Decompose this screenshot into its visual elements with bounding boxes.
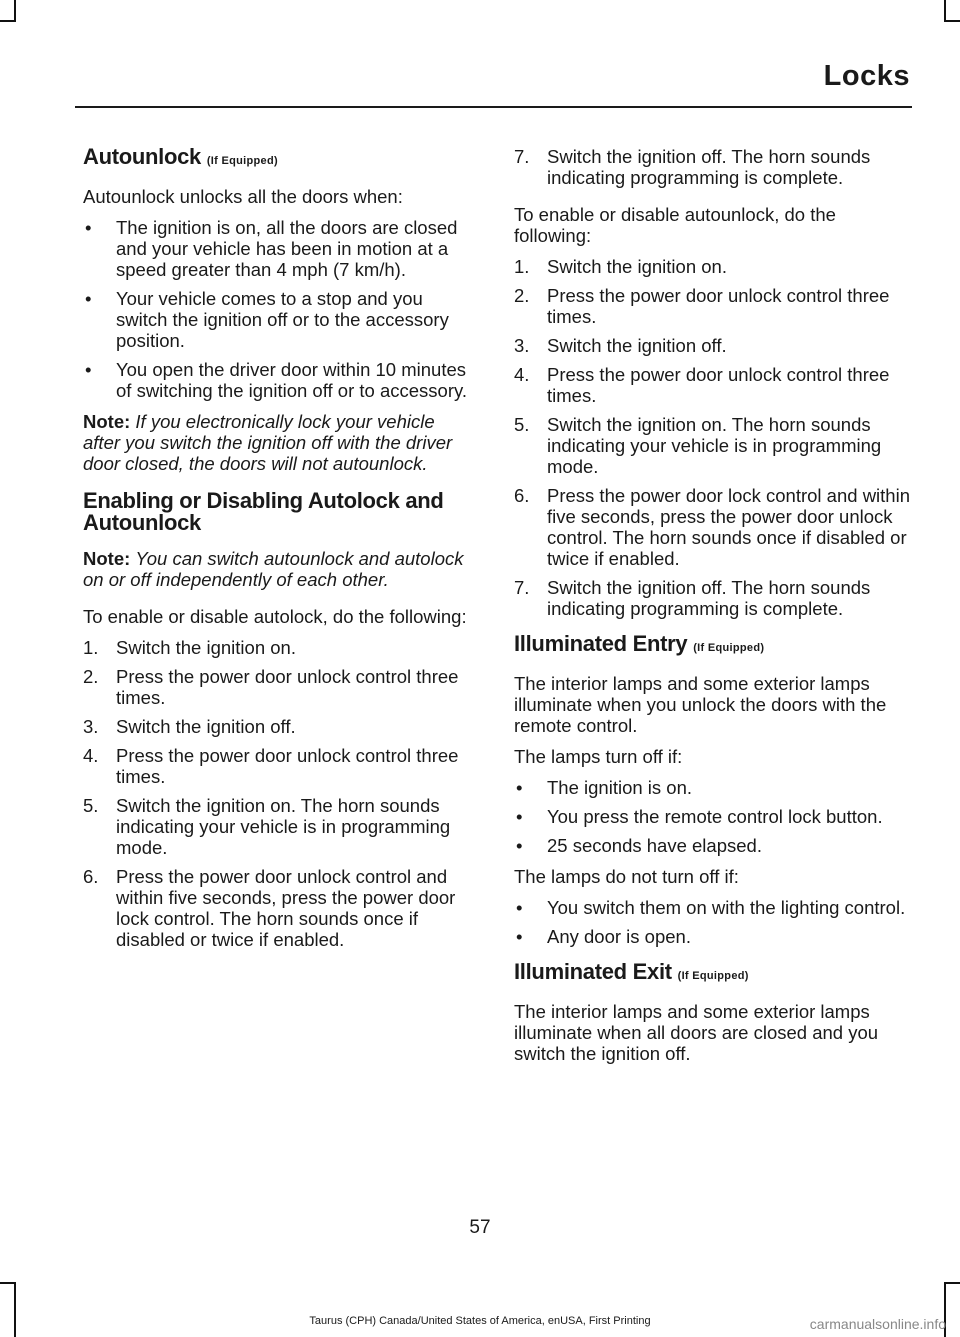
bullet: • <box>85 359 92 380</box>
step-text: Press the power door unlock control and within five seconds, press the power door lock control. The horn sounds once if disabled or twice if enabled. <box>116 866 456 950</box>
list-item <box>83 288 476 351</box>
footer-edition: Taurus (CPH) Canada/United States of America, enUSA, First Printing <box>309 1315 651 1327</box>
list-item <box>514 256 910 277</box>
list-item-text: You switch them on with the lighting control. <box>547 897 906 918</box>
page-title: Locks <box>823 60 910 92</box>
autounlock-enable-intro: To enable or disable autounlock, do the following: <box>514 204 836 246</box>
list-item-text: You open the driver door within 10 minutes of switching the ignition off or to accessory. <box>116 359 467 401</box>
note-label: Note: <box>83 548 131 569</box>
step-number: 6. <box>83 866 99 887</box>
illuminated-entry-heading-qualifier: (If Equipped) <box>693 642 765 654</box>
crop-mark <box>944 0 946 22</box>
list-item <box>514 285 910 327</box>
list-item <box>514 777 910 798</box>
autounlock-steps-list <box>514 256 910 619</box>
illuminated-entry-heading-text: Illuminated Entry <box>514 631 688 656</box>
list-item-text: The ignition is on, all the doors are closed and your vehicle has been in motion at a speed greater than 4 mph (7 km/h). <box>116 217 458 280</box>
crop-mark <box>944 1282 960 1284</box>
crop-mark <box>0 1282 16 1284</box>
list-item <box>83 359 476 401</box>
step-text: Press the power door unlock control three times. <box>116 745 459 787</box>
watermark: carmanualsonline.info <box>809 1316 946 1332</box>
note-text: If you electronically lock your vehicle after you switch the ignition off with the driver door closed, the doors will not autounlock. <box>83 411 453 474</box>
autounlock-note <box>83 411 476 474</box>
list-item <box>514 835 910 856</box>
step-text: Switch the ignition on. <box>547 256 727 277</box>
autolock-steps-list <box>83 637 476 950</box>
list-item <box>514 577 910 619</box>
step-text: Switch the ignition on. The horn sounds indicating your vehicle is in programming mode. <box>116 795 451 858</box>
bullet: • <box>516 897 523 918</box>
step-number: 7. <box>514 146 530 167</box>
not-turn-off-intro: The lamps do not turn off if: <box>514 866 739 887</box>
list-item <box>83 866 476 950</box>
list-item-text: The ignition is on. <box>547 777 693 798</box>
illuminated-exit-heading-text: Illuminated Exit <box>514 959 672 984</box>
step-number: 5. <box>83 795 99 816</box>
list-item <box>83 716 476 737</box>
step-text: Press the power door lock control and within five seconds, press the power door unlock control. The horn sounds once if disabled or twice if enabled. <box>547 485 910 569</box>
list-item <box>514 414 910 477</box>
turn-off-intro: The lamps turn off if: <box>514 746 683 767</box>
autounlock-heading <box>83 146 476 172</box>
turn-off-list <box>514 777 910 856</box>
list-item <box>83 745 476 787</box>
list-item <box>514 364 910 406</box>
list-item <box>83 637 476 658</box>
step-text: Switch the ignition off. The horn sounds indicating programming is complete. <box>547 577 871 619</box>
list-item <box>514 806 910 827</box>
list-item <box>83 666 476 708</box>
autounlock-heading-qualifier: (If Equipped) <box>206 155 278 167</box>
list-item <box>514 897 910 918</box>
list-item <box>83 795 476 858</box>
bullet: • <box>516 777 523 798</box>
step-number: 6. <box>514 485 530 506</box>
enabling-heading: Enabling or Disabling Autolock and Autounlock <box>83 488 444 535</box>
step-text: Switch the ignition on. The horn sounds indicating your vehicle is in programming mode. <box>547 414 882 477</box>
illuminated-exit-text: The interior lamps and some exterior lamps illuminate when all doors are closed and you switch the ignition off. <box>514 1001 879 1064</box>
step-text: Switch the ignition off. <box>547 335 727 356</box>
list-item-text: 25 seconds have elapsed. <box>547 835 762 856</box>
list-item-text: Any door is open. <box>547 926 691 947</box>
page-number: 57 <box>469 1217 491 1238</box>
bullet: • <box>85 217 92 238</box>
bullet: • <box>516 926 523 947</box>
autolock-intro: To enable or disable autolock, do the following: <box>83 606 467 627</box>
step-number: 2. <box>514 285 530 306</box>
list-item <box>83 217 476 280</box>
step-number: 4. <box>514 364 530 385</box>
step-number: 3. <box>83 716 99 737</box>
step-number: 4. <box>83 745 99 766</box>
enabling-note <box>83 548 476 590</box>
autounlock-conditions-list <box>83 217 476 401</box>
list-item <box>514 335 910 356</box>
step-number: 1. <box>83 637 99 658</box>
crop-mark <box>14 1282 16 1337</box>
list-item <box>514 146 910 188</box>
list-item <box>514 926 910 947</box>
step-text: Switch the ignition off. <box>116 716 296 737</box>
header-divider <box>75 106 912 108</box>
list-item-text: You press the remote control lock button. <box>547 806 883 827</box>
bullet: • <box>516 806 523 827</box>
bullet: • <box>516 835 523 856</box>
step-text: Switch the ignition on. <box>116 637 296 658</box>
note-text: You can switch autounlock and autolock on or off independently of each other. <box>83 548 464 590</box>
illuminated-exit-heading-qualifier: (If Equipped) <box>677 970 749 982</box>
list-item-text: Your vehicle comes to a stop and you switch the ignition off or to the accessory position. <box>116 288 449 351</box>
autounlock-intro: Autounlock unlocks all the doors when: <box>83 186 403 207</box>
step-number: 7. <box>514 577 530 598</box>
autounlock-heading-text: Autounlock <box>83 144 201 169</box>
step-text: Press the power door unlock control three times. <box>547 364 890 406</box>
step-text: Press the power door unlock control three times. <box>547 285 890 327</box>
left-column <box>83 146 476 960</box>
crop-mark <box>944 20 960 22</box>
step-number: 1. <box>514 256 530 277</box>
step-text: Switch the ignition off. The horn sounds indicating programming is complete. <box>547 146 871 188</box>
crop-mark <box>0 20 16 22</box>
step-number: 2. <box>83 666 99 687</box>
illuminated-entry-heading <box>514 633 910 659</box>
autolock-steps-continued <box>514 146 910 188</box>
illuminated-entry-intro: The interior lamps and some exterior lamps illuminate when you unlock the doors with the remote control. <box>514 673 887 736</box>
step-number: 3. <box>514 335 530 356</box>
crop-mark <box>14 0 16 22</box>
step-number: 5. <box>514 414 530 435</box>
note-label: Note: <box>83 411 131 432</box>
right-column <box>514 146 910 1074</box>
bullet: • <box>85 288 92 309</box>
not-turn-off-list <box>514 897 910 947</box>
illuminated-exit-heading <box>514 961 910 987</box>
list-item <box>514 485 910 569</box>
step-text: Press the power door unlock control three times. <box>116 666 459 708</box>
